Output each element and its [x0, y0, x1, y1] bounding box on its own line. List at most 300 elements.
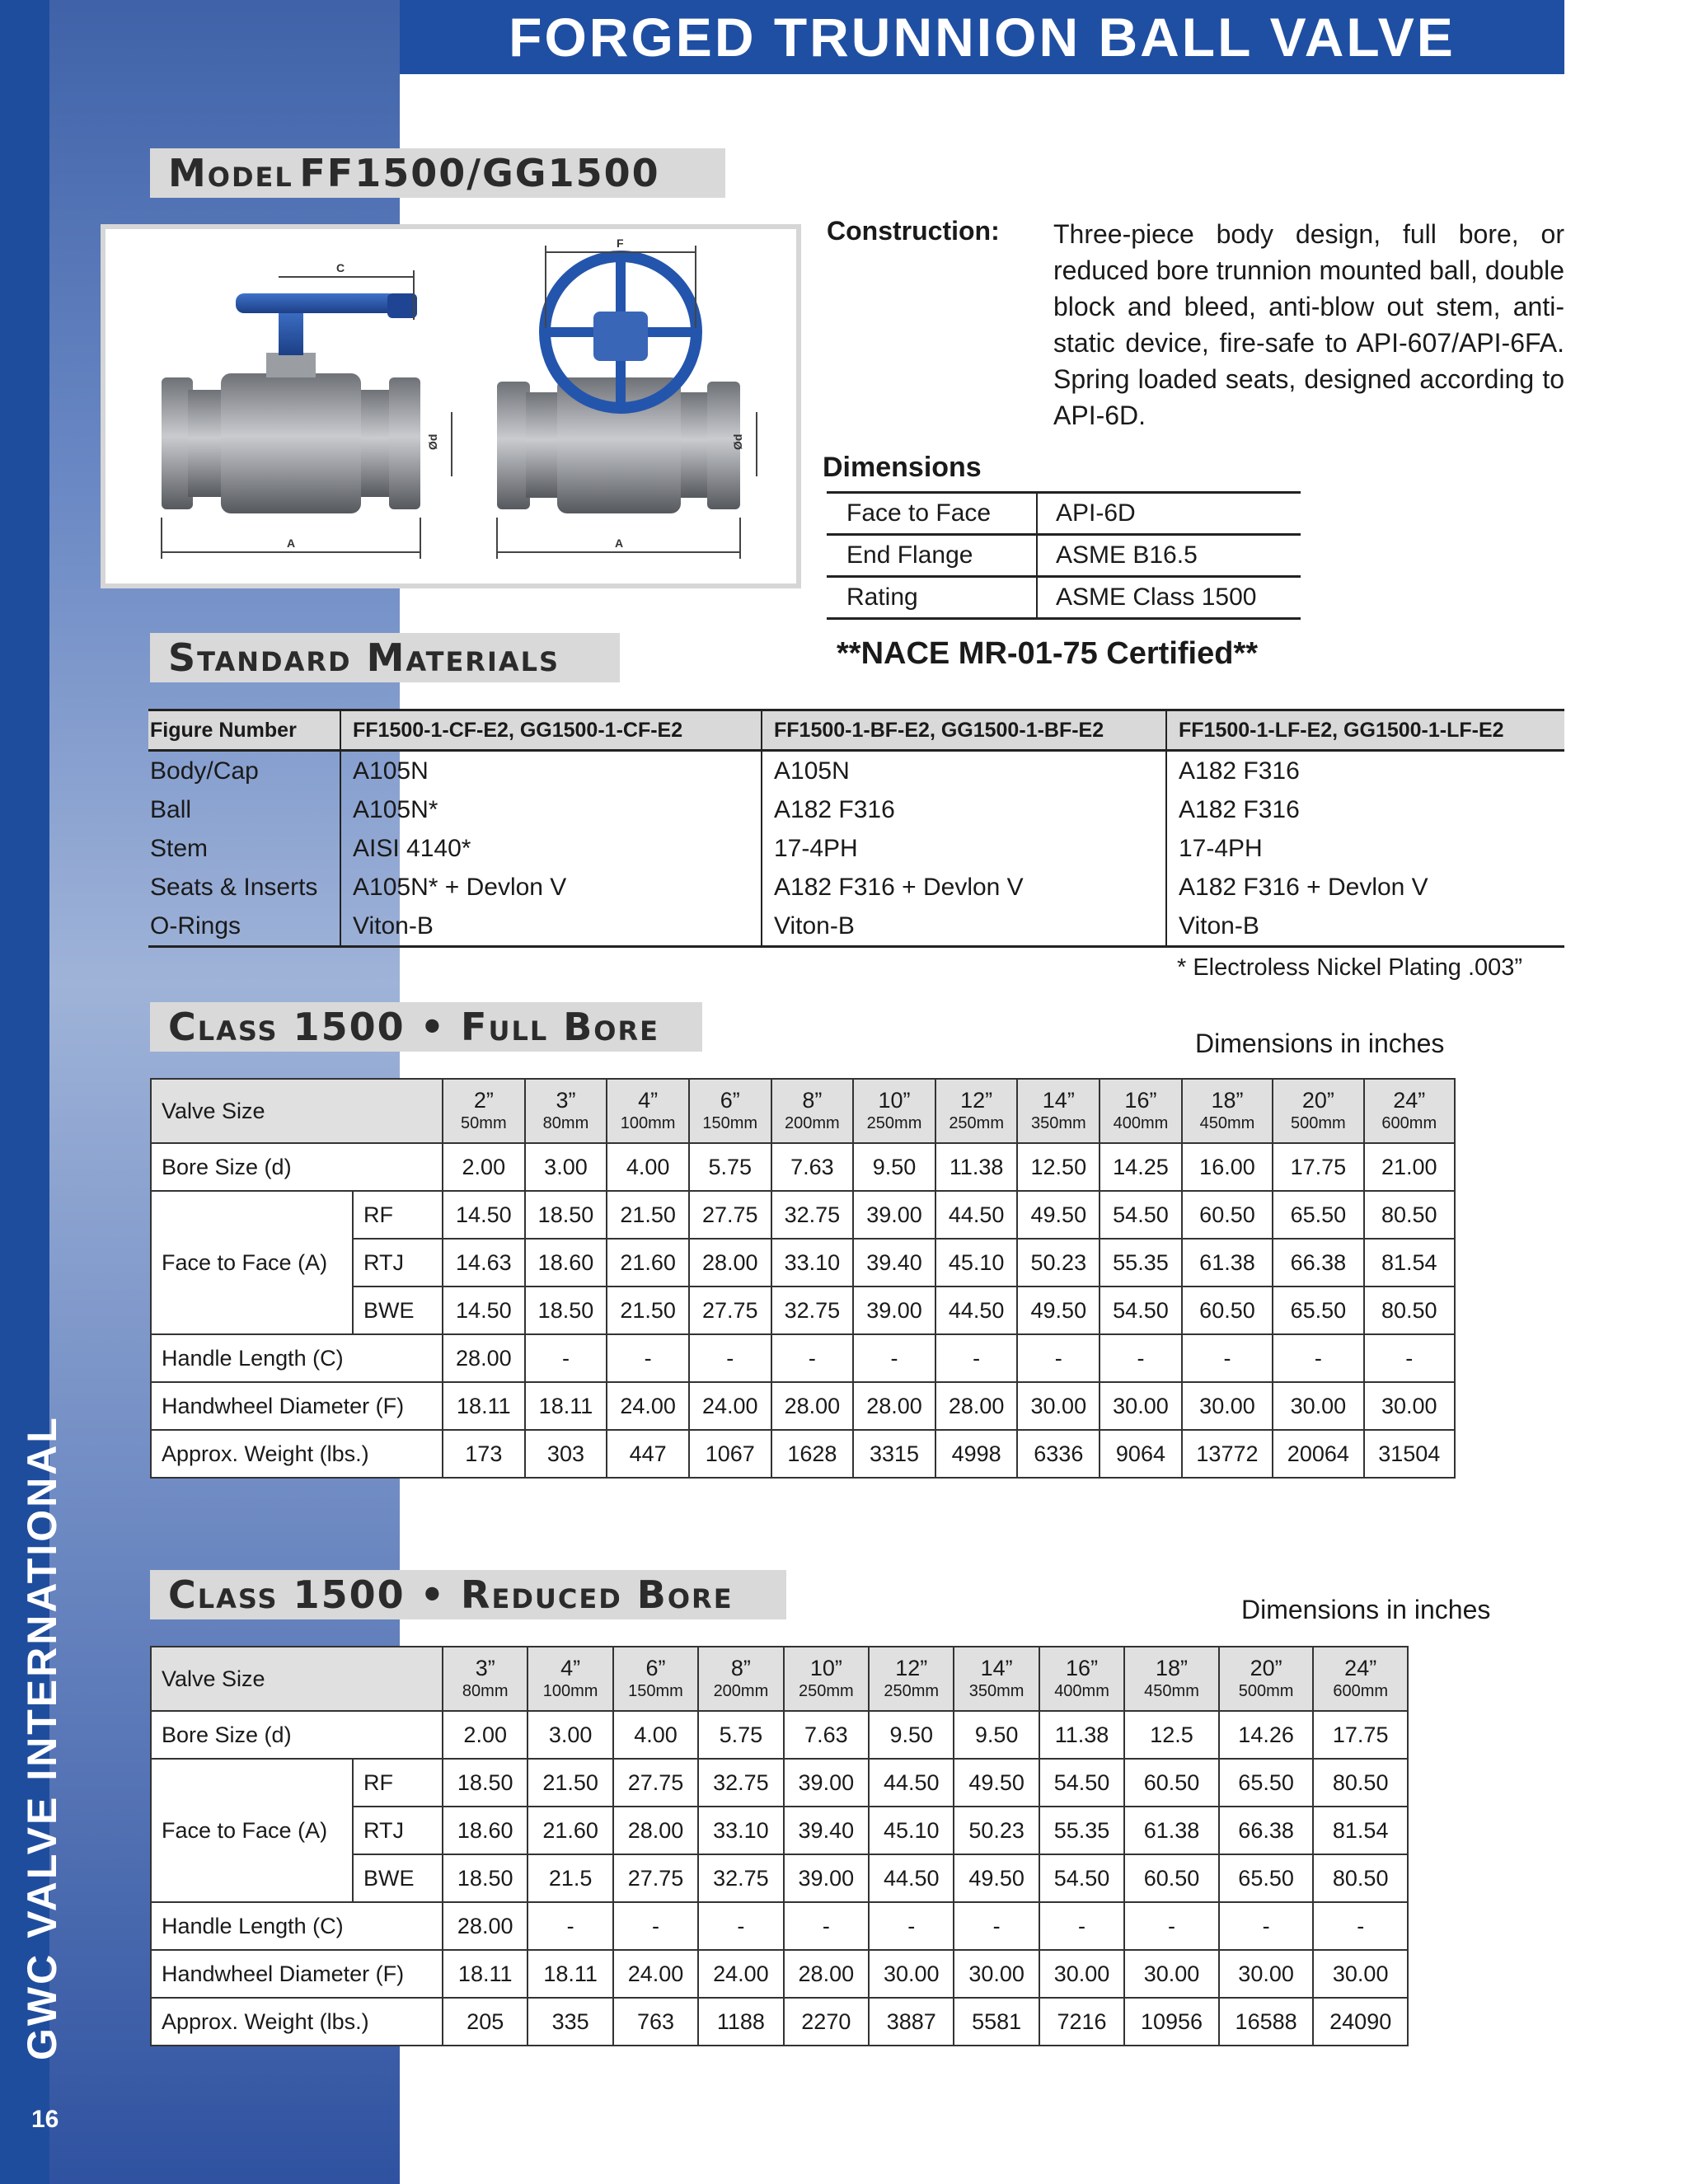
handle-length-cell: - — [1124, 1902, 1219, 1950]
handle-length-cell: - — [1219, 1902, 1314, 1950]
handle-length-cell: - — [869, 1902, 954, 1950]
construction-label: Construction: — [827, 216, 1000, 246]
face-to-face-type: RF — [353, 1759, 443, 1807]
face-to-face-cell: 39.40 — [853, 1239, 935, 1286]
bore-size-cell: 7.63 — [771, 1143, 854, 1191]
size-header-cell — [525, 1079, 607, 1143]
approx-weight-cell: 5581 — [954, 1998, 1039, 2046]
approx-weight-cell: 6336 — [1017, 1430, 1100, 1478]
materials-header-cell: FF1500-1-BF-E2, GG1500-1-BF-E2 — [762, 710, 1166, 751]
size-header-cell — [607, 1079, 689, 1143]
handwheel-diameter-cell: 30.00 — [1219, 1950, 1314, 1998]
face-to-face-cell: 39.40 — [784, 1807, 869, 1854]
face-to-face-type: BWE — [353, 1854, 443, 1902]
valve-size-row — [151, 1647, 1408, 1711]
materials-cell: A182 F316 — [762, 790, 1166, 829]
handle-length-cell: - — [698, 1902, 783, 1950]
bore-size-cell: 9.50 — [954, 1711, 1039, 1759]
size-mm: 200mm — [713, 1682, 769, 1700]
drawing-label-a-right: A — [615, 537, 624, 550]
handwheel-diameter-label: Handwheel Diameter (F) — [151, 1950, 443, 1998]
size-header-cell — [1364, 1079, 1455, 1143]
size-mm: 50mm — [461, 1114, 507, 1132]
face-to-face-cell: 54.50 — [1039, 1759, 1124, 1807]
drawing-label-d-right: Ød — [731, 434, 744, 450]
handle-length-cell: - — [1273, 1334, 1363, 1382]
face-to-face-cell: 28.00 — [689, 1239, 771, 1286]
materials-row — [148, 751, 1564, 791]
size-mm: 400mm — [1113, 1114, 1169, 1132]
approx-weight-row — [151, 1998, 1408, 2046]
face-to-face-cell: 65.50 — [1273, 1191, 1363, 1239]
size-mm: 150mm — [702, 1114, 758, 1132]
approx-weight-cell: 2270 — [784, 1998, 869, 2046]
size-inch: 4” — [560, 1656, 581, 1680]
handwheel-diameter-cell: 28.00 — [935, 1382, 1018, 1430]
size-header-cell — [1219, 1647, 1314, 1711]
bore-size-cell: 2.00 — [443, 1143, 525, 1191]
size-mm: 100mm — [542, 1682, 598, 1700]
bore-size-cell: 5.75 — [689, 1143, 771, 1191]
size-header-cell — [613, 1647, 698, 1711]
face-to-face-cell: 14.63 — [443, 1239, 525, 1286]
approx-weight-cell: 1188 — [698, 1998, 783, 2046]
size-inch: 10” — [809, 1656, 842, 1680]
size-inch: 24” — [1344, 1656, 1377, 1680]
handwheel-diameter-cell: 30.00 — [1017, 1382, 1100, 1430]
dimensions-label: Face to Face — [827, 493, 1037, 535]
face-to-face-cell: 60.50 — [1182, 1191, 1273, 1239]
materials-cell: O-Rings — [148, 907, 340, 947]
size-header-cell — [443, 1647, 528, 1711]
bore-size-cell: 4.00 — [607, 1143, 689, 1191]
bore-size-row — [151, 1143, 1455, 1191]
bore-size-cell: 11.38 — [1039, 1711, 1124, 1759]
size-header-cell — [1273, 1079, 1363, 1143]
size-header-cell — [528, 1647, 612, 1711]
handwheel-diameter-cell: 24.00 — [613, 1950, 698, 1998]
size-inch: 6” — [720, 1088, 740, 1113]
handwheel-diameter-row — [151, 1382, 1455, 1430]
approx-weight-cell: 9064 — [1100, 1430, 1182, 1478]
face-to-face-cell: 65.50 — [1273, 1286, 1363, 1334]
approx-weight-row — [151, 1430, 1455, 1478]
page-number: 16 — [31, 2106, 59, 2133]
materials-heading — [150, 633, 620, 682]
dimensions-table — [827, 491, 1301, 620]
face-to-face-cell: 45.10 — [935, 1239, 1018, 1286]
face-to-face-cell: 45.10 — [869, 1807, 954, 1854]
bore-size-cell: 5.75 — [698, 1711, 783, 1759]
dimensions-row — [827, 577, 1301, 619]
size-inch: 18” — [1211, 1088, 1244, 1113]
face-to-face-cell: 61.38 — [1182, 1239, 1273, 1286]
face-to-face-cell: 18.60 — [525, 1239, 607, 1286]
size-inch: 3” — [556, 1088, 576, 1113]
handle-length-cell: - — [525, 1334, 607, 1382]
dimensions-value: ASME B16.5 — [1037, 535, 1301, 577]
materials-cell: Viton-B — [762, 907, 1166, 947]
face-to-face-cell: 21.60 — [607, 1239, 689, 1286]
face-to-face-cell: 33.10 — [771, 1239, 854, 1286]
handwheel-diameter-cell: 24.00 — [607, 1382, 689, 1430]
handle-length-row — [151, 1902, 1408, 1950]
size-inch: 24” — [1393, 1088, 1426, 1113]
bore-size-cell: 12.5 — [1124, 1711, 1219, 1759]
materials-cell: Stem — [150, 834, 209, 862]
valve-size-label: Valve Size — [151, 1079, 443, 1143]
handle-length-cell: - — [935, 1334, 1018, 1382]
size-inch: 6” — [645, 1656, 666, 1680]
face-to-face-cell: 81.54 — [1364, 1239, 1455, 1286]
size-header-cell — [689, 1079, 771, 1143]
face-to-face-cell: 81.54 — [1313, 1807, 1408, 1854]
drawing-label-f: F — [617, 237, 624, 250]
handwheel-diameter-cell: 30.00 — [1039, 1950, 1124, 1998]
bore-size-cell: 16.00 — [1182, 1143, 1273, 1191]
size-mm: 200mm — [785, 1114, 840, 1132]
materials-footnote: * Electroless Nickel Plating .003” — [1177, 954, 1523, 981]
size-mm: 350mm — [1030, 1114, 1086, 1132]
model-heading — [150, 148, 725, 198]
handle-length-cell: - — [528, 1902, 612, 1950]
face-to-face-label: Face to Face (A) — [151, 1191, 353, 1334]
face-to-face-cell: 80.50 — [1313, 1854, 1408, 1902]
face-to-face-cell: 18.50 — [525, 1191, 607, 1239]
materials-row — [148, 829, 1564, 868]
face-to-face-label: Face to Face (A) — [151, 1759, 353, 1902]
face-to-face-cell: 39.00 — [853, 1286, 935, 1334]
materials-cell: A105N — [340, 751, 762, 791]
drawing-label-d-left: Ød — [426, 434, 439, 450]
size-mm: 450mm — [1144, 1682, 1199, 1700]
bore-size-cell: 12.50 — [1017, 1143, 1100, 1191]
brand-vertical-text: GWC VALVE INTERNATIONAL — [19, 1415, 65, 2060]
approx-weight-cell: 31504 — [1364, 1430, 1455, 1478]
handwheel-diameter-cell: 28.00 — [784, 1950, 869, 1998]
face-to-face-cell: 80.50 — [1364, 1286, 1455, 1334]
approx-weight-cell: 3315 — [853, 1430, 935, 1478]
approx-weight-cell: 4998 — [935, 1430, 1018, 1478]
face-to-face-cell: 32.75 — [698, 1854, 783, 1902]
materials-header-cell: FF1500-1-LF-E2, GG1500-1-LF-E2 — [1166, 710, 1564, 751]
face-to-face-cell: 44.50 — [935, 1286, 1018, 1334]
size-header-cell — [1124, 1647, 1219, 1711]
materials-cell: Viton-B — [1166, 907, 1564, 947]
face-to-face-cell: 60.50 — [1124, 1854, 1219, 1902]
approx-weight-cell: 13772 — [1182, 1430, 1273, 1478]
face-to-face-cell: 54.50 — [1100, 1191, 1182, 1239]
face-to-face-cell: 54.50 — [1039, 1854, 1124, 1902]
materials-row — [148, 907, 1564, 947]
dimensions-value: API-6D — [1037, 493, 1301, 535]
dimensions-row — [827, 493, 1301, 535]
handwheel-diameter-cell: 18.11 — [443, 1950, 528, 1998]
full-bore-table — [150, 1078, 1456, 1479]
bore-size-cell: 14.26 — [1219, 1711, 1314, 1759]
materials-header-cell: FF1500-1-CF-E2, GG1500-1-CF-E2 — [340, 710, 762, 751]
size-inch: 12” — [895, 1656, 928, 1680]
approx-weight-cell: 205 — [443, 1998, 528, 2046]
valve-size-row — [151, 1079, 1455, 1143]
size-header-cell — [869, 1647, 954, 1711]
face-to-face-type: RTJ — [353, 1807, 443, 1854]
face-to-face-cell: 49.50 — [954, 1759, 1039, 1807]
size-inch: 4” — [638, 1088, 659, 1113]
bore-size-label: Bore Size (d) — [151, 1711, 443, 1759]
face-to-face-cell: 44.50 — [869, 1759, 954, 1807]
bore-size-cell: 14.25 — [1100, 1143, 1182, 1191]
dimensions-title: Dimensions — [823, 452, 982, 483]
face-to-face-cell: 18.50 — [443, 1854, 528, 1902]
materials-cell: 17-4PH — [762, 829, 1166, 868]
face-to-face-type: BWE — [353, 1286, 443, 1334]
size-inch: 18” — [1156, 1656, 1189, 1680]
approx-weight-cell: 7216 — [1039, 1998, 1124, 2046]
materials-cell: 17-4PH — [1166, 829, 1564, 868]
size-inch: 14” — [980, 1656, 1013, 1680]
size-header-cell — [443, 1079, 525, 1143]
face-to-face-cell: 44.50 — [869, 1854, 954, 1902]
face-to-face-cell: 80.50 — [1313, 1759, 1408, 1807]
materials-header-row — [148, 710, 1564, 751]
bore-size-cell: 9.50 — [853, 1143, 935, 1191]
handwheel-diameter-cell: 24.00 — [689, 1382, 771, 1430]
handle-length-cell: - — [613, 1902, 698, 1950]
face-to-face-cell: 32.75 — [698, 1759, 783, 1807]
materials-cell: Ball — [150, 795, 192, 823]
handwheel-diameter-cell: 18.11 — [443, 1382, 525, 1430]
size-inch: 10” — [878, 1088, 911, 1113]
full-bore-heading-text: Class 1500 • Full Bore — [168, 1005, 660, 1049]
bore-size-cell: 4.00 — [613, 1711, 698, 1759]
approx-weight-cell: 10956 — [1124, 1998, 1219, 2046]
face-to-face-cell: 39.00 — [853, 1191, 935, 1239]
size-header-cell — [784, 1647, 869, 1711]
gear-valve-illustration — [497, 256, 740, 513]
size-mm: 350mm — [968, 1682, 1025, 1700]
face-to-face-cell: 60.50 — [1124, 1759, 1219, 1807]
handwheel-diameter-cell: 24.00 — [698, 1950, 783, 1998]
handwheel-diameter-cell: 28.00 — [771, 1382, 854, 1430]
size-inch: 8” — [802, 1088, 823, 1113]
face-to-face-cell: 21.5 — [528, 1854, 612, 1902]
approx-weight-cell: 3887 — [869, 1998, 954, 2046]
full-bore-heading — [150, 1002, 702, 1052]
face-to-face-cell: 49.50 — [954, 1854, 1039, 1902]
bore-size-cell: 21.00 — [1364, 1143, 1455, 1191]
face-to-face-cell: 18.50 — [525, 1286, 607, 1334]
handle-length-cell: - — [1313, 1902, 1408, 1950]
size-header-cell — [1313, 1647, 1408, 1711]
face-to-face-cell: 27.75 — [613, 1854, 698, 1902]
bore-size-cell: 3.00 — [525, 1143, 607, 1191]
reduced-bore-units-note: Dimensions in inches — [1241, 1595, 1491, 1624]
handwheel-diameter-label: Handwheel Diameter (F) — [151, 1382, 443, 1430]
face-to-face-cell: 39.00 — [784, 1759, 869, 1807]
handle-length-cell: 28.00 — [443, 1334, 525, 1382]
size-mm: 250mm — [798, 1682, 854, 1700]
handle-length-row — [151, 1334, 1455, 1382]
handle-length-cell: - — [784, 1902, 869, 1950]
approx-weight-cell: 335 — [528, 1998, 612, 2046]
bore-size-row — [151, 1711, 1408, 1759]
size-inch: 8” — [730, 1656, 751, 1680]
bore-size-cell: 2.00 — [443, 1711, 528, 1759]
bore-size-label: Bore Size (d) — [151, 1143, 443, 1191]
approx-weight-label: Approx. Weight (lbs.) — [151, 1998, 443, 2046]
handwheel-diameter-cell: 30.00 — [1124, 1950, 1219, 1998]
handwheel-diameter-cell: 30.00 — [869, 1950, 954, 1998]
handwheel-diameter-cell: 30.00 — [1182, 1382, 1273, 1430]
handle-length-cell: - — [1017, 1334, 1100, 1382]
face-to-face-cell: 54.50 — [1100, 1286, 1182, 1334]
size-mm: 250mm — [866, 1114, 922, 1132]
full-bore-units-note: Dimensions in inches — [1195, 1029, 1445, 1058]
materials-row — [148, 868, 1564, 907]
approx-weight-cell: 447 — [607, 1430, 689, 1478]
dimensions-row — [827, 535, 1301, 577]
handle-length-cell: - — [607, 1334, 689, 1382]
handwheel-diameter-cell: 18.11 — [525, 1382, 607, 1430]
size-mm: 500mm — [1291, 1114, 1346, 1132]
handle-length-cell: - — [1100, 1334, 1182, 1382]
model-number: FF1500/GG1500 — [299, 151, 660, 195]
face-to-face-cell: 55.35 — [1039, 1807, 1124, 1854]
size-mm: 450mm — [1199, 1114, 1255, 1132]
face-to-face-cell: 18.50 — [443, 1759, 528, 1807]
bore-size-cell: 17.75 — [1313, 1711, 1408, 1759]
handle-length-cell: - — [771, 1334, 854, 1382]
face-to-face-type: RF — [353, 1191, 443, 1239]
size-header-cell — [853, 1079, 935, 1143]
reduced-bore-table — [150, 1646, 1409, 2046]
handle-length-label: Handle Length (C) — [151, 1902, 443, 1950]
materials-row — [148, 790, 1564, 829]
face-to-face-rf-row — [151, 1191, 1455, 1239]
face-to-face-cell: 61.38 — [1124, 1807, 1219, 1854]
materials-cell: A105N* + Devlon V — [340, 868, 762, 907]
valve-drawing — [106, 229, 796, 583]
face-to-face-cell: 55.35 — [1100, 1239, 1182, 1286]
face-to-face-cell: 39.00 — [784, 1854, 869, 1902]
face-to-face-cell: 27.75 — [689, 1286, 771, 1334]
size-header-cell — [1039, 1647, 1124, 1711]
size-inch: 20” — [1250, 1656, 1282, 1680]
size-mm: 600mm — [1333, 1682, 1389, 1700]
bore-size-cell: 3.00 — [528, 1711, 612, 1759]
size-mm: 500mm — [1238, 1682, 1294, 1700]
face-to-face-cell: 33.10 — [698, 1807, 783, 1854]
face-to-face-rf-row — [151, 1759, 1408, 1807]
bore-size-cell: 11.38 — [935, 1143, 1018, 1191]
face-to-face-cell: 18.60 — [443, 1807, 528, 1854]
materials-cell: A105N — [762, 751, 1166, 791]
face-to-face-cell: 14.50 — [443, 1286, 525, 1334]
reduced-bore-heading-text: Class 1500 • Reduced Bore — [168, 1572, 734, 1617]
size-inch: 16” — [1066, 1656, 1099, 1680]
handle-length-cell: - — [1039, 1902, 1124, 1950]
approx-weight-cell: 16588 — [1219, 1998, 1314, 2046]
face-to-face-cell: 65.50 — [1219, 1854, 1314, 1902]
handle-length-cell: - — [853, 1334, 935, 1382]
dimensions-value: ASME Class 1500 — [1037, 577, 1301, 619]
approx-weight-cell: 24090 — [1313, 1998, 1408, 2046]
handle-length-cell: 28.00 — [443, 1902, 528, 1950]
face-to-face-cell: 50.23 — [954, 1807, 1039, 1854]
materials-cell: AISI 4140* — [340, 829, 762, 868]
size-mm: 150mm — [628, 1682, 683, 1700]
face-to-face-cell: 49.50 — [1017, 1191, 1100, 1239]
size-header-cell — [771, 1079, 854, 1143]
approx-weight-cell: 1067 — [689, 1430, 771, 1478]
size-mm: 400mm — [1054, 1682, 1109, 1700]
face-to-face-cell: 27.75 — [689, 1191, 771, 1239]
handwheel-diameter-cell: 28.00 — [853, 1382, 935, 1430]
bore-size-cell: 17.75 — [1273, 1143, 1363, 1191]
materials-cell: Viton-B — [340, 907, 762, 947]
materials-cell: A182 F316 — [1166, 751, 1564, 791]
reduced-bore-heading — [150, 1570, 786, 1619]
approx-weight-label: Approx. Weight (lbs.) — [151, 1430, 443, 1478]
materials-heading-text: Standard Materials — [168, 635, 560, 680]
size-header-cell — [1017, 1079, 1100, 1143]
approx-weight-cell: 763 — [613, 1998, 698, 2046]
face-to-face-cell: 14.50 — [443, 1191, 525, 1239]
model-label-prefix: Model — [168, 151, 293, 195]
bore-size-cell: 9.50 — [869, 1711, 954, 1759]
bore-size-cell: 7.63 — [784, 1711, 869, 1759]
size-inch: 20” — [1301, 1088, 1334, 1113]
face-to-face-cell: 32.75 — [771, 1191, 854, 1239]
face-to-face-cell: 21.50 — [528, 1759, 612, 1807]
handwheel-diameter-cell: 30.00 — [1364, 1382, 1455, 1430]
handle-length-cell: - — [1182, 1334, 1273, 1382]
size-mm: 80mm — [462, 1682, 509, 1700]
handwheel-diameter-cell: 30.00 — [1100, 1382, 1182, 1430]
face-to-face-type: RTJ — [353, 1239, 443, 1286]
handle-length-label: Handle Length (C) — [151, 1334, 443, 1382]
construction-text: Three-piece body design, full bore, or reduced bore trunnion mounted ball, double block and bleed, anti-blow out stem, anti-static device, fire-safe to API-607/API-6FA. Spring loaded seats, designed according to API-6D. — [1053, 219, 1564, 430]
face-to-face-cell: 32.75 — [771, 1286, 854, 1334]
approx-weight-cell: 20064 — [1273, 1430, 1363, 1478]
size-inch: 2” — [473, 1088, 494, 1113]
size-mm: 100mm — [620, 1114, 676, 1132]
face-to-face-cell: 21.50 — [607, 1286, 689, 1334]
handle-length-cell: - — [954, 1902, 1039, 1950]
handwheel-diameter-row — [151, 1950, 1408, 1998]
materials-cell: A182 F316 + Devlon V — [762, 868, 1166, 907]
nace-certified: **NACE MR-01-75 Certified** — [837, 636, 1259, 671]
size-mm: 80mm — [542, 1114, 589, 1132]
face-to-face-cell: 27.75 — [613, 1759, 698, 1807]
face-to-face-cell: 21.60 — [528, 1807, 612, 1854]
handwheel-diameter-cell: 30.00 — [1273, 1382, 1363, 1430]
approx-weight-cell: 173 — [443, 1430, 525, 1478]
face-to-face-cell: 80.50 — [1364, 1191, 1455, 1239]
handle-length-cell: - — [1364, 1334, 1455, 1382]
size-mm: 600mm — [1381, 1114, 1437, 1132]
approx-weight-cell: 303 — [525, 1430, 607, 1478]
materials-cell: A182 F316 + Devlon V — [1166, 868, 1564, 907]
size-inch: 12” — [960, 1088, 993, 1113]
dimensions-label: End Flange — [827, 535, 1037, 577]
materials-cell: Seats & Inserts — [150, 873, 318, 901]
handwheel-diameter-cell: 18.11 — [528, 1950, 612, 1998]
valve-drawing-frame — [101, 224, 801, 588]
face-to-face-cell: 21.50 — [607, 1191, 689, 1239]
size-header-cell — [698, 1647, 783, 1711]
